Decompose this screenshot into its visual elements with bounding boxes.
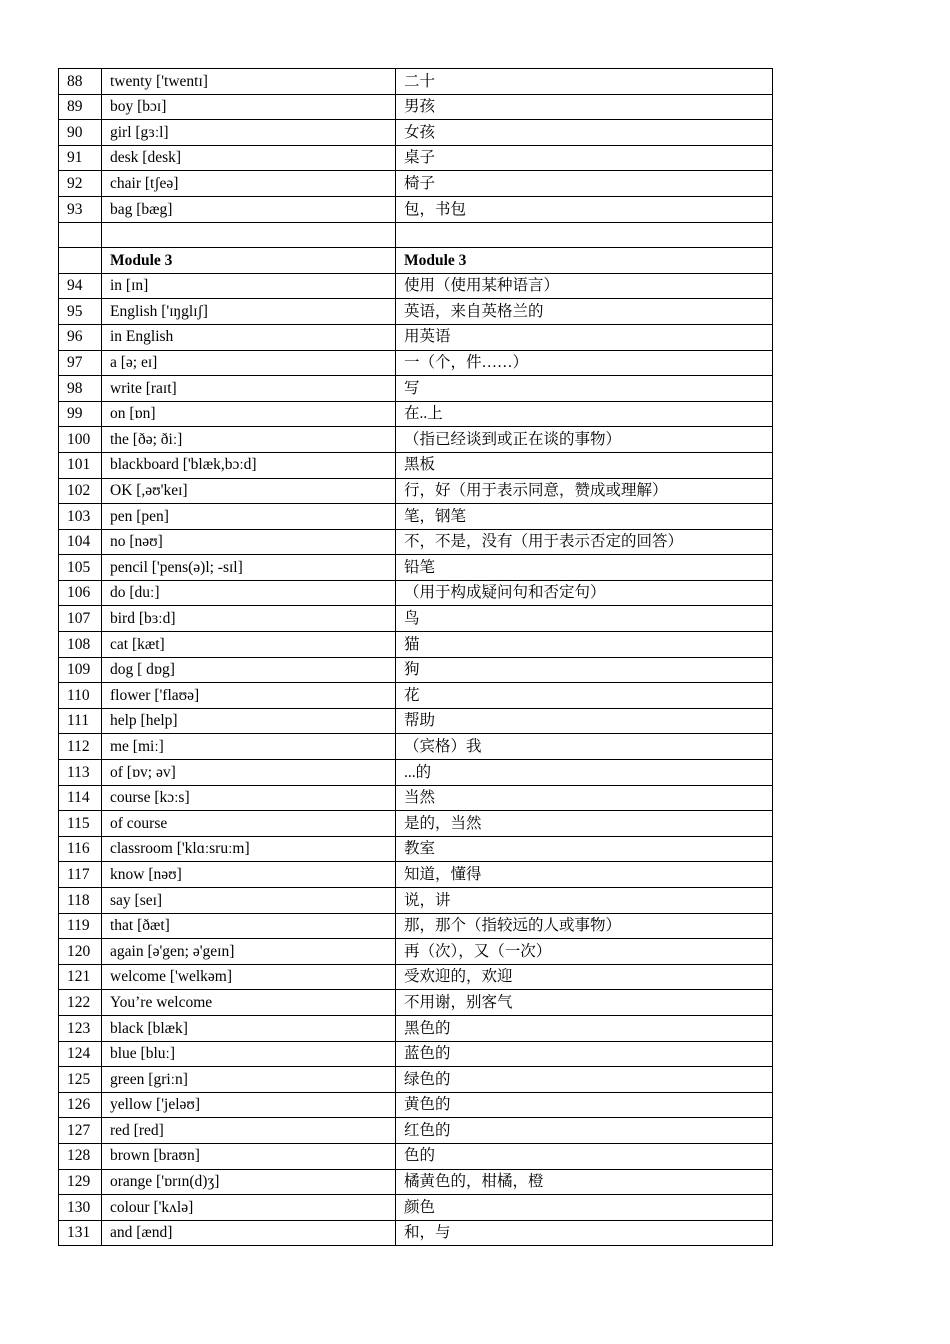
- meaning-cell: （指已经谈到或正在谈的事物）: [396, 427, 773, 453]
- table-row: [59, 427, 773, 453]
- word-cell: [102, 222, 396, 248]
- table-row: [59, 785, 773, 811]
- table-row: [59, 69, 773, 95]
- word-cell: OK [,əʊ'keɪ]: [102, 478, 396, 504]
- word-cell: do [duː]: [102, 580, 396, 606]
- table-row: [59, 683, 773, 709]
- table-row: [59, 1195, 773, 1221]
- entry-number-cell: 98: [59, 376, 102, 402]
- word-cell: know [nəʊ]: [102, 862, 396, 888]
- word-cell: pencil ['pens(ə)l; -sɪl]: [102, 555, 396, 581]
- meaning-cell: 花: [396, 683, 773, 709]
- word-cell: on [ɒn]: [102, 401, 396, 427]
- table-row: [59, 939, 773, 965]
- meaning-cell: 黄色的: [396, 1092, 773, 1118]
- table-row: [59, 1067, 773, 1093]
- table-row: [59, 401, 773, 427]
- table-row: [59, 606, 773, 632]
- meaning-cell: 在..上: [396, 401, 773, 427]
- entry-number-cell: 116: [59, 836, 102, 862]
- word-cell: no [nəʊ]: [102, 529, 396, 555]
- entry-number-cell: 106: [59, 580, 102, 606]
- entry-number-cell: 129: [59, 1169, 102, 1195]
- table-row: [59, 222, 773, 248]
- table-row: [59, 760, 773, 786]
- meaning-cell: 受欢迎的，欢迎: [396, 964, 773, 990]
- entry-number-cell: 120: [59, 939, 102, 965]
- word-cell: colour ['kʌlə]: [102, 1195, 396, 1221]
- entry-number-cell: 109: [59, 657, 102, 683]
- meaning-cell: 绿色的: [396, 1067, 773, 1093]
- meaning-cell: 使用（使用某种语言）: [396, 273, 773, 299]
- table-row: [59, 811, 773, 837]
- table-row: [59, 836, 773, 862]
- table-row: [59, 1220, 773, 1246]
- entry-number-cell: 91: [59, 145, 102, 171]
- entry-number-cell: 108: [59, 632, 102, 658]
- entry-number-cell: 92: [59, 171, 102, 197]
- entry-number-cell: 97: [59, 350, 102, 376]
- vocabulary-table-body: [59, 69, 773, 1246]
- meaning-cell: （用于构成疑问句和否定句）: [396, 580, 773, 606]
- entry-number-cell: 111: [59, 708, 102, 734]
- entry-number-cell: 130: [59, 1195, 102, 1221]
- entry-number-cell: 126: [59, 1092, 102, 1118]
- entry-number-cell: 131: [59, 1220, 102, 1246]
- meaning-cell: 教室: [396, 836, 773, 862]
- table-row: [59, 350, 773, 376]
- table-row: [59, 145, 773, 171]
- word-cell: girl [gɜːl]: [102, 120, 396, 146]
- entry-number-cell: 123: [59, 1015, 102, 1041]
- table-row: [59, 862, 773, 888]
- word-cell: brown [braʊn]: [102, 1143, 396, 1169]
- meaning-cell: 那，那个（指较远的人或事物）: [396, 913, 773, 939]
- entry-number-cell: 100: [59, 427, 102, 453]
- meaning-cell: Module 3: [396, 248, 773, 274]
- meaning-cell: 当然: [396, 785, 773, 811]
- word-cell: classroom ['klɑːsruːm]: [102, 836, 396, 862]
- table-row: [59, 196, 773, 222]
- word-cell: pen [pen]: [102, 504, 396, 530]
- entry-number-cell: 122: [59, 990, 102, 1016]
- word-cell: boy [bɔɪ]: [102, 94, 396, 120]
- meaning-cell: 椅子: [396, 171, 773, 197]
- table-row: [59, 1092, 773, 1118]
- entry-number-cell: [59, 248, 102, 274]
- word-cell: of [ɒv; əv]: [102, 760, 396, 786]
- entry-number-cell: 90: [59, 120, 102, 146]
- section-header-row: [59, 248, 773, 274]
- entry-number-cell: 99: [59, 401, 102, 427]
- word-cell: bag [bæg]: [102, 196, 396, 222]
- meaning-cell: 颜色: [396, 1195, 773, 1221]
- word-cell: cat [kæt]: [102, 632, 396, 658]
- word-cell: dog [ dɒg]: [102, 657, 396, 683]
- word-cell: blue [bluː]: [102, 1041, 396, 1067]
- word-cell: again [ə'gen; ə'geɪn]: [102, 939, 396, 965]
- meaning-cell: [396, 222, 773, 248]
- word-cell: course [kɔːs]: [102, 785, 396, 811]
- meaning-cell: 一（个，件……）: [396, 350, 773, 376]
- word-cell: bird [bɜːd]: [102, 606, 396, 632]
- word-cell: Module 3: [102, 248, 396, 274]
- entry-number-cell: 117: [59, 862, 102, 888]
- table-row: [59, 94, 773, 120]
- entry-number-cell: 121: [59, 964, 102, 990]
- entry-number-cell: 128: [59, 1143, 102, 1169]
- meaning-cell: 再（次），又（一次）: [396, 939, 773, 965]
- word-cell: English ['ɪŋglɪʃ]: [102, 299, 396, 325]
- table-row: [59, 529, 773, 555]
- word-cell: blackboard ['blæk,bɔːd]: [102, 452, 396, 478]
- word-cell: orange ['ɒrɪn(d)ʒ]: [102, 1169, 396, 1195]
- table-row: [59, 734, 773, 760]
- meaning-cell: 色的: [396, 1143, 773, 1169]
- entry-number-cell: 96: [59, 324, 102, 350]
- word-cell: chair [tʃeə]: [102, 171, 396, 197]
- meaning-cell: 不，不是，没有（用于表示否定的回答）: [396, 529, 773, 555]
- table-row: [59, 376, 773, 402]
- table-row: [59, 171, 773, 197]
- meaning-cell: 狗: [396, 657, 773, 683]
- word-cell: in [ɪn]: [102, 273, 396, 299]
- entry-number-cell: 102: [59, 478, 102, 504]
- table-row: [59, 452, 773, 478]
- meaning-cell: 知道，懂得: [396, 862, 773, 888]
- meaning-cell: 猫: [396, 632, 773, 658]
- word-cell: in English: [102, 324, 396, 350]
- entry-number-cell: 124: [59, 1041, 102, 1067]
- meaning-cell: 鸟: [396, 606, 773, 632]
- entry-number-cell: 93: [59, 196, 102, 222]
- word-cell: say [seɪ]: [102, 888, 396, 914]
- word-cell: the [ðə; ðiː]: [102, 427, 396, 453]
- meaning-cell: 不用谢，别客气: [396, 990, 773, 1016]
- entry-number-cell: 88: [59, 69, 102, 95]
- word-cell: a [ə; eɪ]: [102, 350, 396, 376]
- meaning-cell: 英语，来自英格兰的: [396, 299, 773, 325]
- entry-number-cell: 89: [59, 94, 102, 120]
- entry-number-cell: 125: [59, 1067, 102, 1093]
- table-row: [59, 964, 773, 990]
- table-row: [59, 120, 773, 146]
- meaning-cell: 黑板: [396, 452, 773, 478]
- meaning-cell: 行，好（用于表示同意，赞成或理解）: [396, 478, 773, 504]
- meaning-cell: ...的: [396, 760, 773, 786]
- meaning-cell: 红色的: [396, 1118, 773, 1144]
- meaning-cell: 黑色的: [396, 1015, 773, 1041]
- table-row: [59, 273, 773, 299]
- word-cell: welcome ['welkəm]: [102, 964, 396, 990]
- table-row: [59, 555, 773, 581]
- meaning-cell: 女孩: [396, 120, 773, 146]
- word-cell: write [raɪt]: [102, 376, 396, 402]
- entry-number-cell: 113: [59, 760, 102, 786]
- word-cell: me [miː]: [102, 734, 396, 760]
- entry-number-cell: [59, 222, 102, 248]
- word-cell: green [griːn]: [102, 1067, 396, 1093]
- meaning-cell: 帮助: [396, 708, 773, 734]
- meaning-cell: 蓝色的: [396, 1041, 773, 1067]
- entry-number-cell: 105: [59, 555, 102, 581]
- table-row: [59, 1143, 773, 1169]
- meaning-cell: 是的，当然: [396, 811, 773, 837]
- entry-number-cell: 118: [59, 888, 102, 914]
- entry-number-cell: 127: [59, 1118, 102, 1144]
- entry-number-cell: 114: [59, 785, 102, 811]
- word-cell: black [blæk]: [102, 1015, 396, 1041]
- meaning-cell: 和，与: [396, 1220, 773, 1246]
- table-row: [59, 708, 773, 734]
- entry-number-cell: 95: [59, 299, 102, 325]
- table-row: [59, 990, 773, 1016]
- meaning-cell: 铅笔: [396, 555, 773, 581]
- meaning-cell: 用英语: [396, 324, 773, 350]
- meaning-cell: 男孩: [396, 94, 773, 120]
- meaning-cell: （宾格）我: [396, 734, 773, 760]
- meaning-cell: 包，书包: [396, 196, 773, 222]
- word-cell: You’re welcome: [102, 990, 396, 1016]
- entry-number-cell: 115: [59, 811, 102, 837]
- table-row: [59, 1169, 773, 1195]
- table-row: [59, 657, 773, 683]
- entry-number-cell: 104: [59, 529, 102, 555]
- table-row: [59, 1015, 773, 1041]
- entry-number-cell: 112: [59, 734, 102, 760]
- word-cell: flower ['flaʊə]: [102, 683, 396, 709]
- entry-number-cell: 101: [59, 452, 102, 478]
- entry-number-cell: 107: [59, 606, 102, 632]
- entry-number-cell: 110: [59, 683, 102, 709]
- table-row: [59, 299, 773, 325]
- table-row: [59, 888, 773, 914]
- word-cell: red [red]: [102, 1118, 396, 1144]
- vocabulary-table: [58, 68, 773, 1246]
- meaning-cell: 二十: [396, 69, 773, 95]
- word-cell: twenty ['twentɪ]: [102, 69, 396, 95]
- entry-number-cell: 94: [59, 273, 102, 299]
- word-cell: and [ænd]: [102, 1220, 396, 1246]
- table-row: [59, 580, 773, 606]
- meaning-cell: 说，讲: [396, 888, 773, 914]
- word-cell: that [ðæt]: [102, 913, 396, 939]
- table-row: [59, 1118, 773, 1144]
- meaning-cell: 写: [396, 376, 773, 402]
- table-row: [59, 324, 773, 350]
- entry-number-cell: 103: [59, 504, 102, 530]
- word-cell: of course: [102, 811, 396, 837]
- word-cell: desk [desk]: [102, 145, 396, 171]
- table-row: [59, 632, 773, 658]
- table-row: [59, 913, 773, 939]
- word-cell: help [help]: [102, 708, 396, 734]
- meaning-cell: 笔，钢笔: [396, 504, 773, 530]
- meaning-cell: 桌子: [396, 145, 773, 171]
- word-cell: yellow ['jeləʊ]: [102, 1092, 396, 1118]
- table-row: [59, 478, 773, 504]
- meaning-cell: 橘黄色的，柑橘，橙: [396, 1169, 773, 1195]
- table-row: [59, 504, 773, 530]
- entry-number-cell: 119: [59, 913, 102, 939]
- table-row: [59, 1041, 773, 1067]
